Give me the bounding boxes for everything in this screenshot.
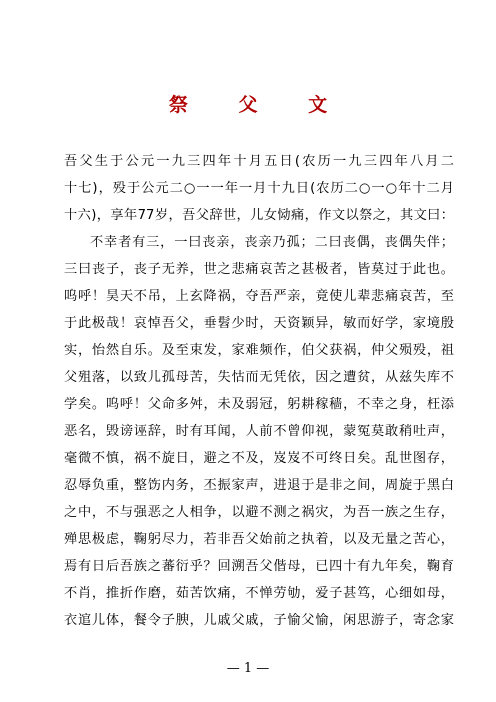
- text-line: 学矣。呜呼！父命多舛，未及弱冠，躬耕稼穑，不幸之身，枉添: [64, 397, 454, 412]
- text-line: 十七)，殁于公元二○一一年一月十九日(农历二○一○年十二月: [64, 181, 454, 196]
- text-line: 焉有日后吾族之蕃衍乎？回溯吾父偕母，已四十有九年矣，鞠育: [64, 559, 454, 574]
- text-line: 殚思极虑，鞠躬尽力，若非吾父始前之执着，以及无量之苦心，: [64, 532, 454, 547]
- text-line: 衣逭儿体，餐令子腴，儿戚父戚，子愉父愉，闲思游子，寄念家: [64, 613, 454, 628]
- text-line: 不幸者有三，一曰丧亲，丧亲乃孤；二曰丧偶，丧偶失伴；: [90, 235, 454, 250]
- body-text: [64, 148, 454, 634]
- text-line: 父殂落，以致儿孤母苦，失怙而无凭依，因之遭贫，从兹失库不: [64, 370, 454, 385]
- page-title: 祭 父 文: [168, 94, 350, 116]
- text-line: 三曰丧子，丧子无养，世之悲痛哀苦之甚极者，皆莫过于此也。: [64, 262, 454, 277]
- text-line: 吾父生于公元一九三四年十月五日(农历一九三四年八月二: [64, 154, 454, 169]
- text-line: 忍辱负重，整饬内务，丕振家声，进退于是非之间，周旋于黑白: [64, 478, 454, 493]
- text-line: 十六)，享年77岁，吾父辞世，儿女恸痛，作文以祭之，其文曰：: [64, 208, 454, 223]
- text-line: 于此极哉！哀悼吾父，垂髫少时，天资颖异，敏而好学，家境殷: [64, 316, 454, 331]
- text-line: 实，怡然自乐。及至束发，家难频作，伯父获祸，仲父殒殁，祖: [64, 343, 454, 358]
- page-number: — 1 —: [226, 661, 270, 676]
- text-line: 毫微不慎，祸不旋日，避之不及，岌岌不可终日矣。乱世图存，: [64, 451, 454, 466]
- text-line: 呜呼！昊天不吊，上玄降祸，夺吾严亲，竟使儿辈悲痛哀苦，至: [64, 289, 454, 304]
- text-line: 不肖，推折作磨，茹苦饮痛，不惮劳劬，爱子甚笃，心细如母，: [64, 586, 454, 601]
- text-line: 之中，不与强恶之人相争，以避不测之祸灾，为吾一族之生存，: [64, 505, 454, 520]
- text-line: 恶名，毁谤诬辞，时有耳闻，人前不曾仰视，蒙冤莫敢稍吐声，: [64, 424, 454, 439]
